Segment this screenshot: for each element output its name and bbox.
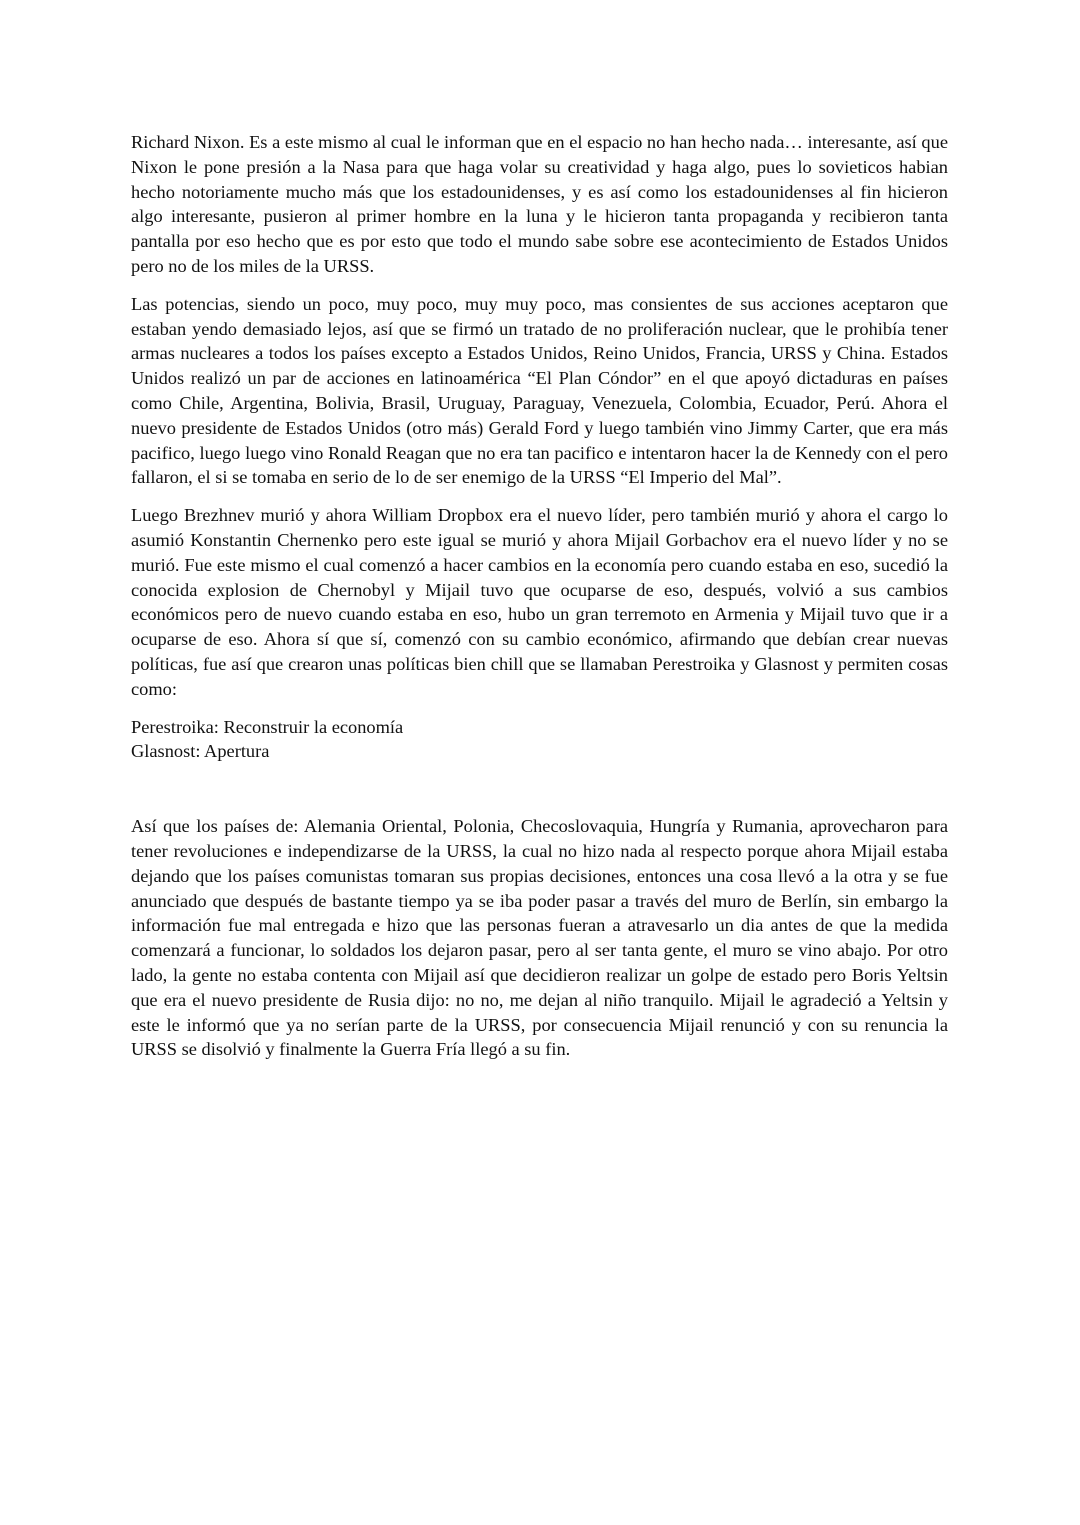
document-page	[131, 130, 948, 1075]
blank-space	[131, 777, 948, 814]
paragraph-nuclear-treaty: Las potencias, siendo un poco, muy poco, muy muy poco, mas consientes de sus acciones aceptaron que estaban yendo demasiado lejos, así que se firmó un tratado de no proliferación nuclear, que le prohibía tener armas nucleares a todos los países excepto a Estados Unidos, Reino Unidos, Francia, URSS y China. Estados Unidos realizó un par de acciones en latinoamérica “El Plan Cóndor” en el que apoyó dictaduras en países como Chile, Argentina, Bolivia, Brasil, Uruguay, Paraguay, Venezuela, Colombia, Ecuador, Perú. Ahora el nuevo presidente de Estados Unidos (otro más) Gerald Ford y luego también vino Jimmy Carter, que era más pacifico, luego luego vino Ronald Reagan que no era tan pacifico e intentaron hacer la de Kennedy con el pero fallaron, el si se tomaba en serio de lo de ser enemigo de la URSS “El Imperio del Mal”.	[131, 293, 948, 488]
definition-perestroika: Perestroika: Reconstruir la economía	[131, 716, 404, 737]
paragraph-nixon-space: Richard Nixon. Es a este mismo al cual le informan que en el espacio no han hecho nada… interesante, así que Nixon le pone presión a la Nasa para que haga volar su creatividad y haga algo, pues lo sovieticos habian hecho notoriamente mucho más que los estadounidenses, y es así como los estadounidenses al fin hicieron algo interesante, pusieron al primer hombre en la luna y le hicieron tanta propaganda y recibieron tanta pantalla por eso hecho que es por esto que todo el mundo sabe sobre ese acontecimiento de Estados Unidos pero no de los miles de la URSS.	[131, 132, 948, 276]
paragraph-gorbachov-reforms: Luego Brezhnev murió y ahora William Dropbox era el nuevo líder, pero también murió y ahora el cargo lo asumió Konstantin Chernenko pero este igual se murió y ahora Mijail Gorbachov era el nuevo líder y no se murió. Fue este mismo el cual comenzó a hacer cambios en la economía pero cuando estaba en eso, sucedió la conocida explosion de Chernobyl y Mijail tuvo que ocuparse de eso, después, volvió a sus cambios económicos pero de nuevo cuando estaba en eso, hubo un gran terremoto en Armenia y Mijail tuvo que ir a ocuparse de eso. Ahora sí que sí, comenzó con su cambio económico, afirmando que debían crear nuevas políticas, fue así que crearon unas políticas bien chill que se llamaban Perestroika y Glasnost y permiten cosas como:	[131, 505, 948, 699]
definition-glasnost: Glasnost: Apertura	[131, 741, 270, 762]
paragraph-urss-dissolution: Así que los países de: Alemania Oriental, Polonia, Checoslovaquia, Hungría y Rumania, aprovecharon para tener revoluciones e independizarse de la URSS, la cual no hizo nada al respecto porque ahora Mijail estaba dejando que los países comunistas tomaran sus propias decisiones, entonces una cosa llevó a la otra y se fue anunciado que después de bastante tiempo ya se iba poder pasar a través del muro de Berlín, sin embargo la información fue mal entregada e hizo que las personas fueran a atravesarlo un dia antes de que la medida comenzará a funcionar, lo soldados los dejaron pasar, pero al ser tanta gente, el muro se vino abajo. Por otro lado, la gente no estaba contenta con Mijail así que decidieron realizar un golpe de estado pero Boris Yeltsin que era el nuevo presidente de Rusia dijo: no no, me dejan al niño tranquilo. Mijail le agradeció a Yeltsin y este le informó que ya no serían parte de la URSS, por consecuencia Mijail renunció y con su renuncia la URSS se disolvió y finalmente la Guerra Fría llegó a su fin.	[131, 816, 948, 1060]
definitions-list	[131, 715, 948, 765]
